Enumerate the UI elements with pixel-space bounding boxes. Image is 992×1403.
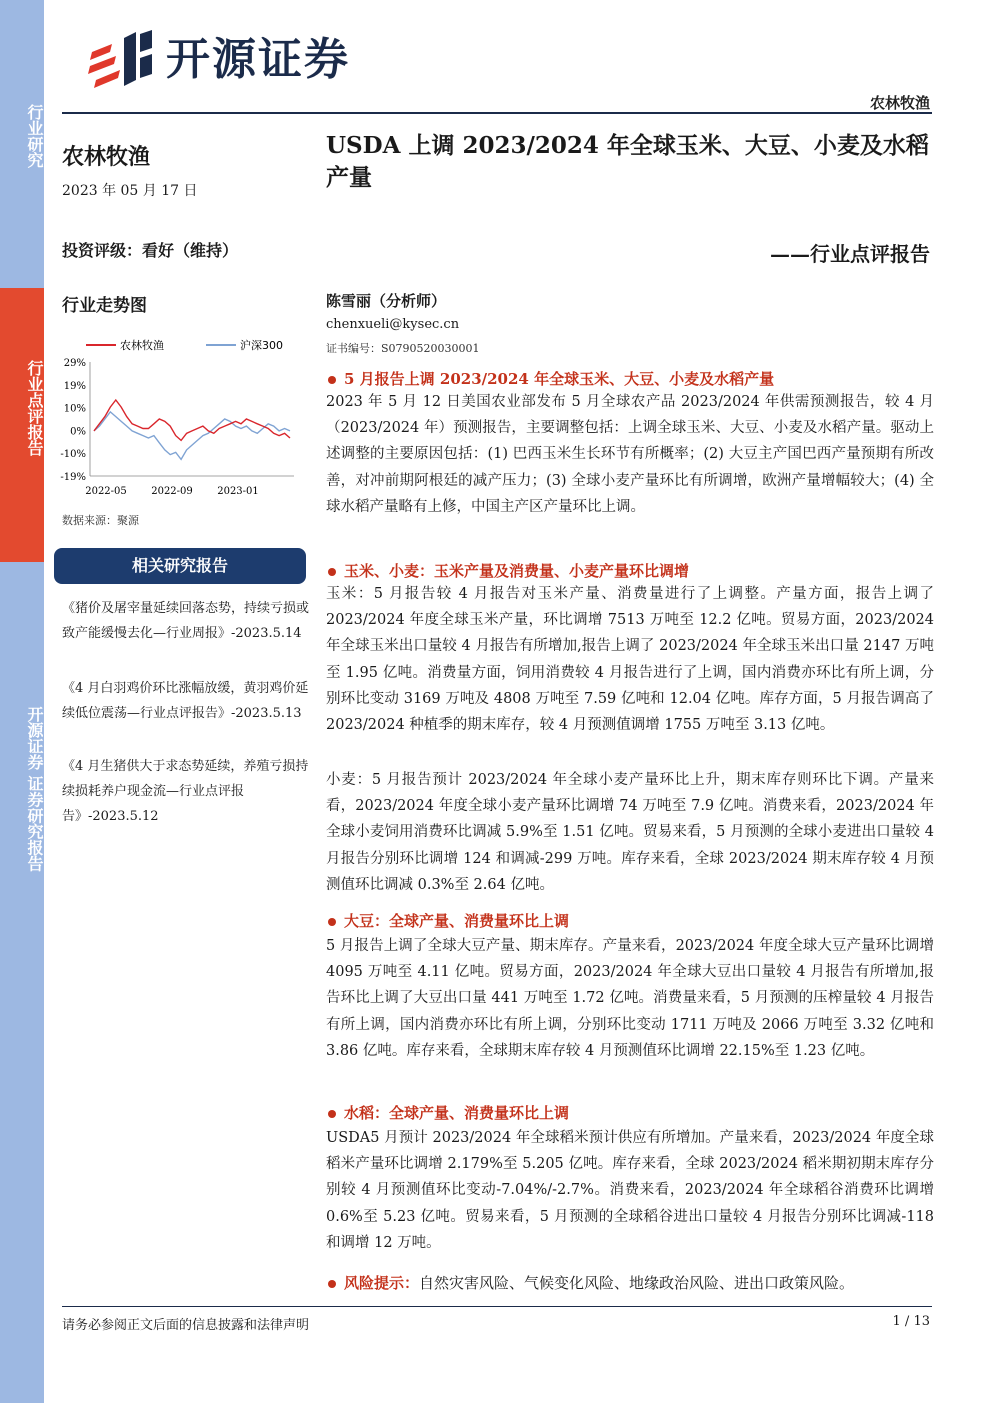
chart-source-note: 数据来源：聚源 — [62, 514, 139, 527]
report-type: ——行业点评报告 — [770, 242, 930, 266]
series-line-sector — [94, 400, 290, 440]
chart-legend — [86, 338, 283, 352]
y-tick-label: 10% — [63, 403, 86, 415]
company-logo-text: 开源证券 — [166, 34, 350, 85]
sidebar-label-company: 开源证券 证券研究报告 — [25, 706, 44, 872]
section-paragraph: USDA5 月预计 2023/2024 年全球稻米预计供应有所增加。产量来看，2023/2024 年度全球稻米产量环比调增 2.179%至 5.205 亿吨。库存来看，全球 2023/2024 稻米期初期末库存分别较 4 月预测值环比变动-7.04%/-2.7%。消费来看，2023/2024 年全球稻谷消费环比调增 0.6%至 5.23 亿吨。贸易来看，5 月预测的全球稻谷进出口量较 4 月报告分别环比调减-118 和调增 12 万吨。 — [326, 1130, 934, 1251]
page-number: 1 / 13 — [892, 1314, 930, 1329]
y-axis-ticks — [60, 358, 86, 483]
analyst-certificate: 证书编号：S0790520030001 — [326, 342, 480, 355]
footer-divider — [62, 1306, 932, 1307]
related-report-item[interactable]: 《猪价及屠宰量延续回落态势，持续亏损或致产能缓慢去化—行业周报》-2023.5.14 — [62, 601, 310, 641]
analyst-email[interactable]: chenxueli@kysec.cn — [326, 317, 460, 332]
industry-trend-chart — [54, 334, 304, 504]
header-sector-tag: 农林牧渔 — [869, 94, 930, 112]
sidebar-strip-mid — [0, 288, 44, 562]
section-paragraph: 玉米：5 月报告较 4 月报告对玉米产量、消费量进行了上调整。产量方面，报告上调了 2023/2024 年度全球玉米产量，环比调增 7513 万吨至 12.2 亿吨。贸易方面，2023/2024 年全球玉米出口量较 4 月报告有所增加,报告上调了 2023/2024 年全球玉米出口量 2147 万吨至 1.95 亿吨。消费量方面，饲用消费较 4 月报告进行了上调，国内消费亦环比有所上调，分别环比变动 3169 万吨及 4808 万吨至 7.59 亿吨和 12.04 亿吨。库存方面，5 月报告调高了 2023/2024 种植季的期末库存，较 4 月预测值调增 1755 万吨至 3.13 亿吨。 — [326, 586, 934, 734]
bullet-icon — [328, 376, 336, 384]
report-date: 2023 年 05 月 17 日 — [62, 183, 198, 199]
report-title: USDA 上调 2023/2024 年全球玉米、大豆、小麦及水稻产量 — [326, 132, 929, 191]
risk-note — [328, 1272, 938, 1293]
bullet-icon — [328, 1280, 336, 1288]
related-report-item[interactable]: 《4 月生猪供大于求态势延续，养殖亏损持续损耗养户现金流—行业点评报告》-2023.5.12 — [62, 759, 309, 824]
header-divider — [62, 112, 932, 114]
section-heading-text: 水稻：全球产量、消费量环比上调 — [344, 1104, 570, 1122]
x-tick-label: 2022-09 — [151, 486, 193, 497]
x-axis-ticks — [85, 486, 259, 497]
related-report-item[interactable]: 《4 月白羽鸡价环比涨幅放缓，黄羽鸡价延续低位震荡—行业点评报告》-2023.5.13 — [62, 681, 309, 721]
legend-label-sector: 农林牧渔 — [120, 339, 164, 352]
section-heading — [328, 1102, 569, 1123]
y-tick-label: -19% — [60, 472, 86, 483]
legend-label-index: 沪深300 — [240, 339, 283, 352]
section-heading-text: 大豆：全球产量、消费量环比上调 — [344, 912, 570, 930]
y-tick-label: 29% — [63, 358, 86, 369]
section-heading — [328, 368, 774, 389]
company-logo-icon — [86, 30, 156, 88]
trend-chart-title: 行业走势图 — [62, 296, 147, 316]
section-paragraph: 小麦：5 月报告预计 2023/2024 年全球小麦产量环比上升，期末库存则环比下调。产量来看，2023/2024 年度全球小麦产量环比调增 74 万吨至 7.9 亿吨。消费来看，2023/2024 年全球小麦饲用消费环比调减 5.9%至 1.51 亿吨。贸易来看，5 月预测的全球小麦进出口量较 4 月报告分别环比调增 124 和调减-299 万吨。库存来看，全球 2023/2024 期末库存较 4 月预测值环比调减 0.3%至 2.64 亿吨。 — [326, 772, 934, 893]
series-line-index — [94, 412, 290, 460]
risk-text: 自然灾害风险、气候变化风险、地缘政治风险、进出口政策风险。 — [419, 1274, 855, 1292]
section-paragraph: 2023 年 5 月 12 日美国农业部发布 5 月全球农产品 2023/2024 年供需预测报告，较 4 月（2023/2024 年）预测报告，主要调整包括：上调全球玉米、大豆、小麦及水稻产量。驱动上述调整的主要原因包括：(1) 巴西玉米生长环节有所概率；(2) 大豆主产国巴西产量预期有所改善，对冲前期阿根廷的减产压力；(3) 全球小麦产量环比有所调增，欧洲产量增幅较大；(4) 全球水稻产量略有上修，中国主产区产量环比上调。 — [326, 394, 934, 515]
risk-label: 风险提示： — [344, 1274, 420, 1292]
section-paragraph: 5 月报告上调了全球大豆产量、期末库存。产量来看，2023/2024 年度全球大豆产量环比调增 4095 万吨至 4.11 亿吨。贸易方面，2023/2024 年全球大豆出口量较 4 月报告有所增加,报告环比上调了大豆出口量 441 万吨至 1.72 亿吨。消费量来看，5 月预测的压榨量较 4 月报告有所上调，国内消费亦环比有所上调，分别环比变动 1711 万吨及 2066 万吨至 3.32 亿吨和 3.86 亿吨。库存来看，全球期末库存较 4 月预测值环比调增 22.15%至 1.23 亿吨。 — [326, 938, 934, 1059]
x-tick-label: 2023-01 — [217, 486, 259, 497]
x-tick-label: 2022-05 — [85, 486, 127, 497]
bullet-icon — [328, 918, 336, 926]
analyst-name: 陈雪丽（分析师） — [326, 292, 447, 310]
sector-name: 农林牧渔 — [62, 144, 151, 170]
sidebar-strip-bottom — [0, 562, 44, 1403]
section-heading-text: 玉米、小麦：玉米产量及消费量、小麦产量环比调增 — [344, 562, 690, 580]
section-heading — [328, 560, 689, 581]
investment-rating: 投资评级：看好（维持） — [62, 241, 239, 260]
y-tick-label: -10% — [60, 449, 86, 461]
section-heading-text: 5 月报告上调 2023/2024 年全球玉米、大豆、小麦及水稻产量 — [344, 370, 775, 388]
bullet-icon — [328, 1110, 336, 1118]
y-tick-label: 0% — [70, 426, 86, 438]
footer-disclaimer: 请务必参阅正文后面的信息披露和法律声明 — [62, 1318, 310, 1333]
section-heading — [328, 910, 569, 931]
bullet-icon — [328, 568, 336, 576]
sidebar-label-research: 行业研究 — [25, 104, 44, 168]
sidebar-label-report-type: 行业点评报告 — [25, 360, 44, 456]
sidebar-strip-top — [0, 0, 44, 288]
y-tick-label: 19% — [63, 380, 86, 392]
related-reports-header: 相关研究报告 — [54, 548, 306, 584]
